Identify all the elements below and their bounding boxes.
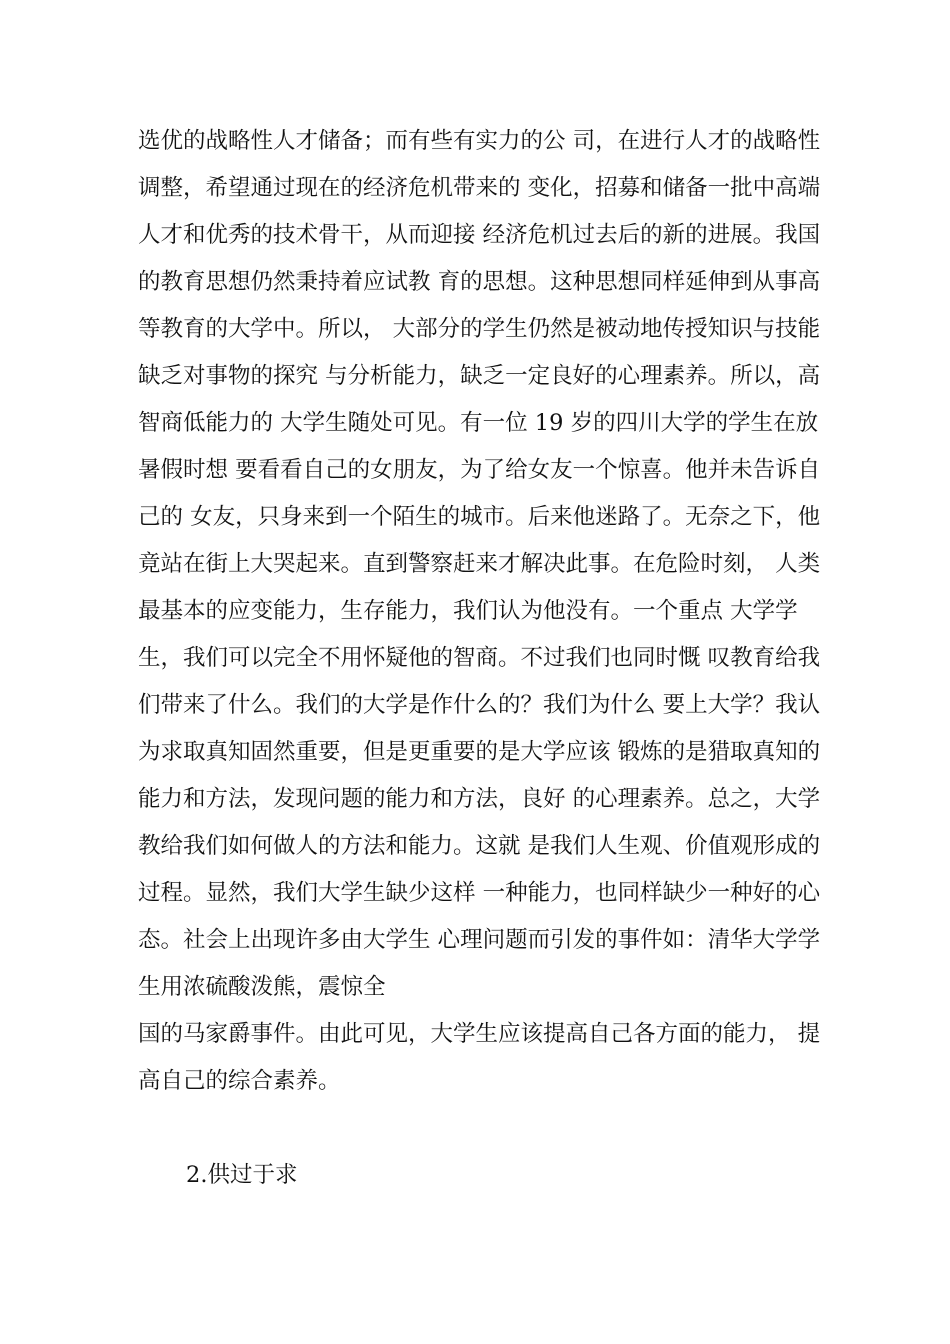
paragraph-line: 为求取真知固然重要，但是更重要的是大学应该 锻炼的是猎取真知的: [138, 739, 821, 765]
paragraph-line: 己的 女友，只身来到一个陌生的城市。后来他迷路了。无奈之下，他: [138, 504, 821, 530]
paragraph-line: 国的马家爵事件。由此可见，大学生应该提高自己各方面的能力， 提: [138, 1021, 821, 1047]
paragraph-line: 能力和方法，发现问题的能力和方法，良好 的心理素养。总之，大学: [138, 786, 821, 812]
paragraph-line: 选优的战略性人才储备；而有些有实力的公 司，在进行人才的战略性: [138, 128, 821, 154]
paragraph-line: 暑假时想 要看看自己的女朋友，为了给女友一个惊喜。他并未告诉自: [138, 457, 821, 483]
paragraph-line: 竟站在街上大哭起来。直到警察赶来才解决此事。在危险时刻， 人类: [138, 551, 821, 577]
paragraph-line: 高自己的综合素养。: [138, 1068, 341, 1094]
paragraph-line: 调整，希望通过现在的经济危机带来的 变化，招募和储备一批中高端: [138, 175, 821, 201]
paragraph-line: 教给我们如何做人的方法和能力。这就 是我们人生观、价值观形成的: [138, 833, 821, 859]
paragraph-line: 人才和优秀的技术骨干，从而迎接 经济危机过去后的新的进展。我国: [138, 222, 821, 248]
body-paragraph: [138, 118, 838, 1105]
paragraph-line: 缺乏对事物的探究 与分析能力，缺乏一定良好的心理素养。所以，高: [138, 363, 821, 389]
paragraph-line: 们带来了什么。我们的大学是作什么的？我们为什么 要上大学？我认: [138, 692, 821, 718]
paragraph-line: 生，我们可以完全不用怀疑他的智商。不过我们也同时慨 叹教育给我: [138, 645, 821, 671]
paragraph-line: 过程。显然，我们大学生缺少这样 一种能力，也同样缺少一种好的心: [138, 880, 821, 906]
section-heading: 2.供过于求: [186, 1162, 298, 1188]
paragraph-line: 等教育的大学中。所以， 大部分的学生仍然是被动地传授知识与技能: [138, 316, 821, 342]
paragraph-line: 生用浓硫酸泼熊，震惊全: [138, 974, 386, 1000]
paragraph-line: 最基本的应变能力，生存能力，我们认为他没有。一个重点 大学学: [138, 598, 798, 624]
paragraph-line: 态。社会上出现许多由大学生 心理问题而引发的事件如：清华大学学: [138, 927, 821, 953]
paragraph-line: 智商低能力的 大学生随处可见。有一位 19 岁的四川大学的学生在放: [138, 410, 819, 436]
paragraph-line: 的教育思想仍然秉持着应试教 育的思想。这种思想同样延伸到从事高: [138, 269, 821, 295]
